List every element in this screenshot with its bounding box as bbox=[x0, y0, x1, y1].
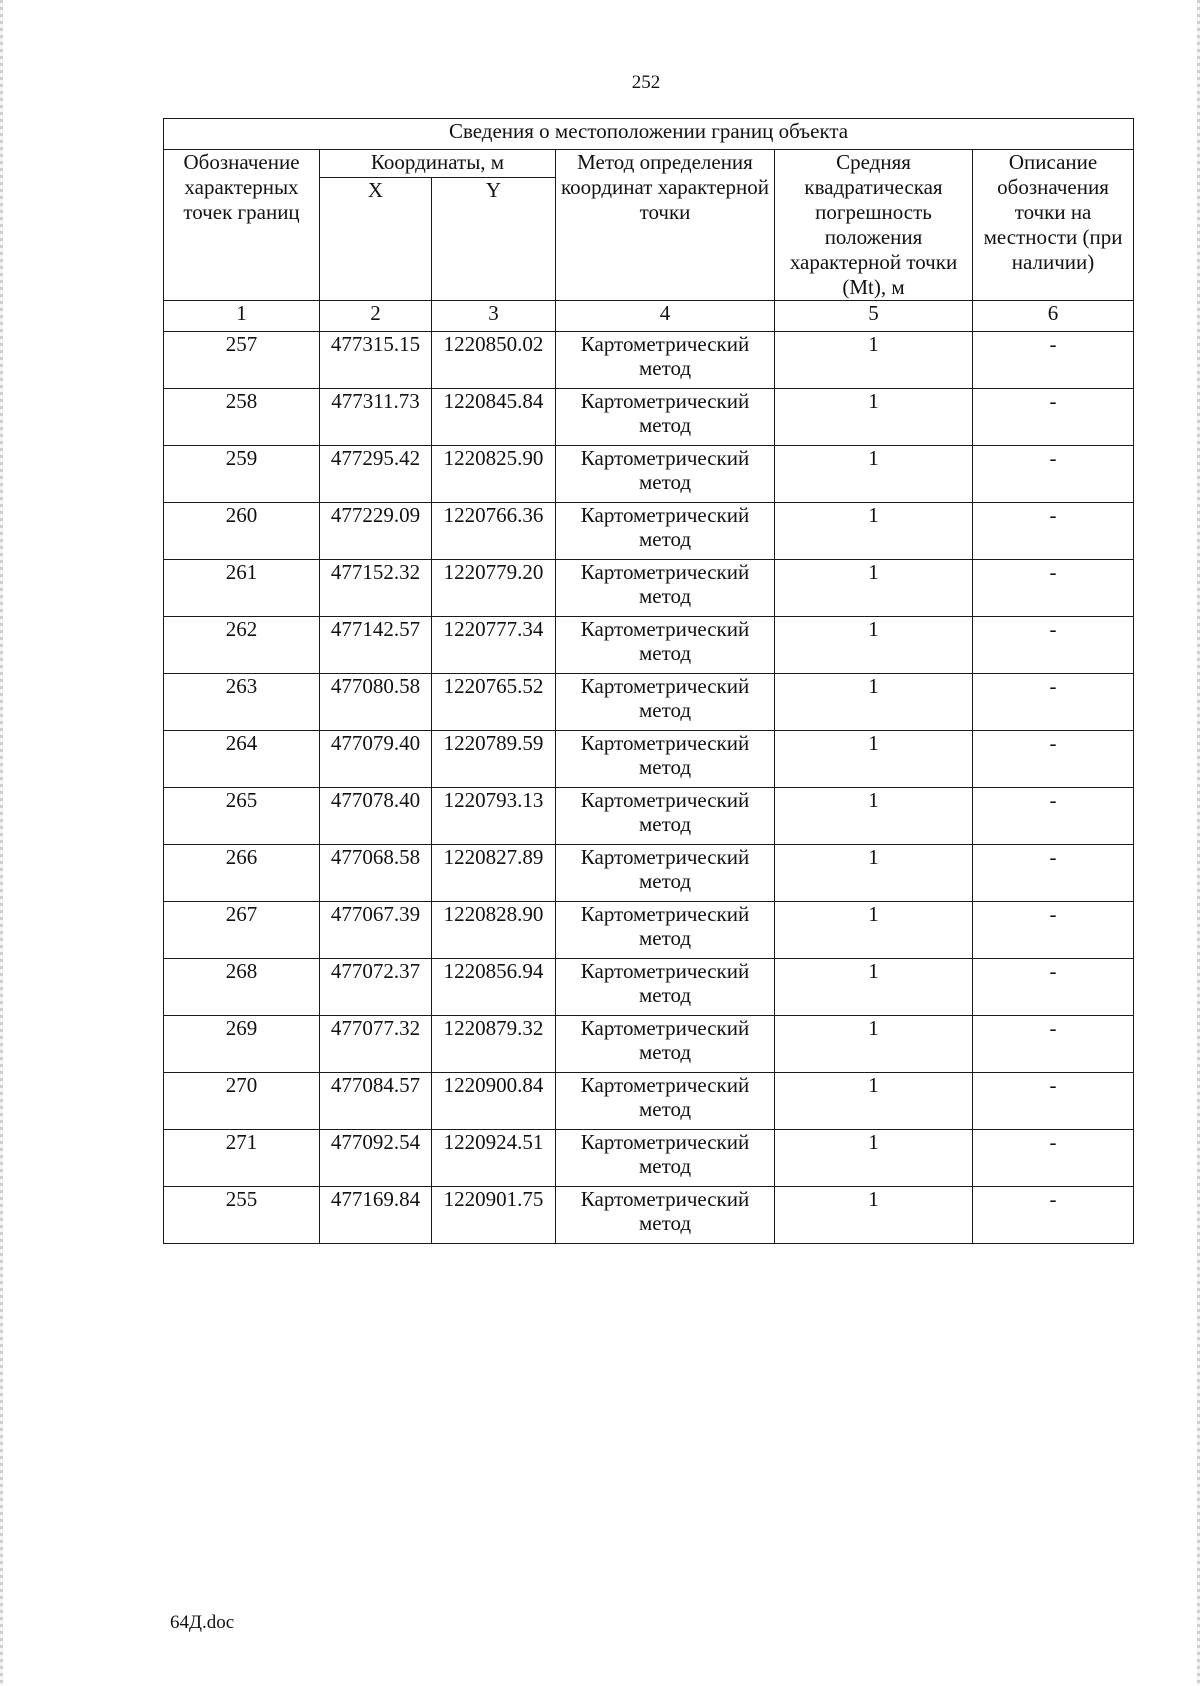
mean-square-error-cell: 1 bbox=[775, 1016, 973, 1073]
table-row bbox=[164, 617, 1134, 674]
coordinate-y-cell: 1220766.36 bbox=[432, 503, 556, 560]
method-cell: Картометрический метод bbox=[556, 1187, 775, 1244]
method-cell: Картометрический метод bbox=[556, 902, 775, 959]
method-cell: Картометрический метод bbox=[556, 446, 775, 503]
method-cell: Картометрический метод bbox=[556, 731, 775, 788]
description-cell: - bbox=[973, 1130, 1134, 1187]
header-y: Y bbox=[432, 178, 556, 301]
point-designation-cell: 270 bbox=[164, 1073, 320, 1130]
method-cell: Картометрический метод bbox=[556, 503, 775, 560]
mean-square-error-cell: 1 bbox=[775, 1073, 973, 1130]
table-row bbox=[164, 1016, 1134, 1073]
table-row bbox=[164, 902, 1134, 959]
table-row bbox=[164, 1187, 1134, 1244]
header-x: X bbox=[320, 178, 432, 301]
method-cell: Картометрический метод bbox=[556, 1130, 775, 1187]
coordinate-y-cell: 1220850.02 bbox=[432, 332, 556, 389]
table-row bbox=[164, 674, 1134, 731]
point-designation-cell: 264 bbox=[164, 731, 320, 788]
method-cell: Картометрический метод bbox=[556, 959, 775, 1016]
point-designation-cell: 269 bbox=[164, 1016, 320, 1073]
mean-square-error-cell: 1 bbox=[775, 902, 973, 959]
mean-square-error-cell: 1 bbox=[775, 446, 973, 503]
coordinate-x-cell: 477295.42 bbox=[320, 446, 432, 503]
description-cell: - bbox=[973, 1073, 1134, 1130]
point-designation-cell: 262 bbox=[164, 617, 320, 674]
table-row bbox=[164, 788, 1134, 845]
boundary-coordinates-table bbox=[163, 118, 1134, 1244]
coordinate-y-cell: 1220825.90 bbox=[432, 446, 556, 503]
header-mean-square-error: Средняя квадратическая погрешность положения характерной точки (Mt), м bbox=[775, 150, 973, 301]
coordinate-x-cell: 477152.32 bbox=[320, 560, 432, 617]
mean-square-error-cell: 1 bbox=[775, 560, 973, 617]
mean-square-error-cell: 1 bbox=[775, 1130, 973, 1187]
description-cell: - bbox=[973, 731, 1134, 788]
coordinate-y-cell: 1220777.34 bbox=[432, 617, 556, 674]
point-designation-cell: 263 bbox=[164, 674, 320, 731]
table-row bbox=[164, 1073, 1134, 1130]
mean-square-error-cell: 1 bbox=[775, 788, 973, 845]
table-body bbox=[164, 332, 1134, 1244]
description-cell: - bbox=[973, 674, 1134, 731]
description-cell: - bbox=[973, 389, 1134, 446]
coordinate-x-cell: 477315.15 bbox=[320, 332, 432, 389]
method-cell: Картометрический метод bbox=[556, 1016, 775, 1073]
coordinate-y-cell: 1220845.84 bbox=[432, 389, 556, 446]
table-row bbox=[164, 731, 1134, 788]
header-coordinates: Координаты, м bbox=[320, 150, 556, 178]
method-cell: Картометрический метод bbox=[556, 389, 775, 446]
description-cell: - bbox=[973, 446, 1134, 503]
coordinate-y-cell: 1220900.84 bbox=[432, 1073, 556, 1130]
coordinate-y-cell: 1220828.90 bbox=[432, 902, 556, 959]
table-row bbox=[164, 446, 1134, 503]
mean-square-error-cell: 1 bbox=[775, 845, 973, 902]
coordinate-x-cell: 477072.37 bbox=[320, 959, 432, 1016]
description-cell: - bbox=[973, 1016, 1134, 1073]
point-designation-cell: 271 bbox=[164, 1130, 320, 1187]
column-number: 3 bbox=[432, 301, 556, 332]
description-cell: - bbox=[973, 902, 1134, 959]
coordinate-y-cell: 1220924.51 bbox=[432, 1130, 556, 1187]
column-number: 2 bbox=[320, 301, 432, 332]
point-designation-cell: 259 bbox=[164, 446, 320, 503]
point-designation-cell: 258 bbox=[164, 389, 320, 446]
point-designation-cell: 255 bbox=[164, 1187, 320, 1244]
coordinate-y-cell: 1220856.94 bbox=[432, 959, 556, 1016]
description-cell: - bbox=[973, 1187, 1134, 1244]
description-cell: - bbox=[973, 503, 1134, 560]
coordinate-y-cell: 1220765.52 bbox=[432, 674, 556, 731]
page-number: 252 bbox=[631, 72, 661, 93]
mean-square-error-cell: 1 bbox=[775, 674, 973, 731]
coordinate-x-cell: 477067.39 bbox=[320, 902, 432, 959]
method-cell: Картометрический метод bbox=[556, 617, 775, 674]
scan-edge-left bbox=[0, 0, 3, 1686]
coordinate-x-cell: 477084.57 bbox=[320, 1073, 432, 1130]
coordinate-y-cell: 1220793.13 bbox=[432, 788, 556, 845]
mean-square-error-cell: 1 bbox=[775, 617, 973, 674]
description-cell: - bbox=[973, 959, 1134, 1016]
point-designation-cell: 257 bbox=[164, 332, 320, 389]
mean-square-error-cell: 1 bbox=[775, 389, 973, 446]
coordinate-x-cell: 477229.09 bbox=[320, 503, 432, 560]
coordinate-x-cell: 477078.40 bbox=[320, 788, 432, 845]
point-designation-cell: 268 bbox=[164, 959, 320, 1016]
description-cell: - bbox=[973, 332, 1134, 389]
coordinate-x-cell: 477311.73 bbox=[320, 389, 432, 446]
table-row bbox=[164, 845, 1134, 902]
column-number: 4 bbox=[556, 301, 775, 332]
coordinate-y-cell: 1220779.20 bbox=[432, 560, 556, 617]
mean-square-error-cell: 1 bbox=[775, 503, 973, 560]
coordinate-x-cell: 477092.54 bbox=[320, 1130, 432, 1187]
point-designation-cell: 261 bbox=[164, 560, 320, 617]
coordinate-x-cell: 477169.84 bbox=[320, 1187, 432, 1244]
footer-filename: 64Д.doc bbox=[170, 1612, 235, 1633]
header-point-designation: Обозначение характерных точек границ bbox=[164, 150, 320, 301]
method-cell: Картометрический метод bbox=[556, 1073, 775, 1130]
table-row bbox=[164, 389, 1134, 446]
table-row bbox=[164, 332, 1134, 389]
point-designation-cell: 266 bbox=[164, 845, 320, 902]
method-cell: Картометрический метод bbox=[556, 560, 775, 617]
column-number: 5 bbox=[775, 301, 973, 332]
coordinate-x-cell: 477079.40 bbox=[320, 731, 432, 788]
method-cell: Картометрический метод bbox=[556, 332, 775, 389]
table-title: Сведения о местоположении границ объекта bbox=[164, 119, 1134, 150]
description-cell: - bbox=[973, 788, 1134, 845]
coordinate-x-cell: 477142.57 bbox=[320, 617, 432, 674]
description-cell: - bbox=[973, 845, 1134, 902]
table-row bbox=[164, 560, 1134, 617]
coordinate-x-cell: 477068.58 bbox=[320, 845, 432, 902]
table-row bbox=[164, 959, 1134, 1016]
mean-square-error-cell: 1 bbox=[775, 731, 973, 788]
column-number: 6 bbox=[973, 301, 1134, 332]
mean-square-error-cell: 1 bbox=[775, 959, 973, 1016]
description-cell: - bbox=[973, 560, 1134, 617]
coordinate-x-cell: 477077.32 bbox=[320, 1016, 432, 1073]
header-description: Описание обозначения точки на местности (при наличии) bbox=[973, 150, 1134, 301]
method-cell: Картометрический метод bbox=[556, 674, 775, 731]
coordinate-y-cell: 1220789.59 bbox=[432, 731, 556, 788]
point-designation-cell: 260 bbox=[164, 503, 320, 560]
description-cell: - bbox=[973, 617, 1134, 674]
column-numbers-row bbox=[164, 301, 1134, 332]
point-designation-cell: 265 bbox=[164, 788, 320, 845]
table-row bbox=[164, 503, 1134, 560]
coordinate-y-cell: 1220879.32 bbox=[432, 1016, 556, 1073]
point-designation-cell: 267 bbox=[164, 902, 320, 959]
coordinate-y-cell: 1220901.75 bbox=[432, 1187, 556, 1244]
mean-square-error-cell: 1 bbox=[775, 332, 973, 389]
header-method: Метод определения координат характерной точки bbox=[556, 150, 775, 301]
method-cell: Картометрический метод bbox=[556, 845, 775, 902]
table-row bbox=[164, 1130, 1134, 1187]
mean-square-error-cell: 1 bbox=[775, 1187, 973, 1244]
method-cell: Картометрический метод bbox=[556, 788, 775, 845]
column-number: 1 bbox=[164, 301, 320, 332]
coordinate-y-cell: 1220827.89 bbox=[432, 845, 556, 902]
coordinate-x-cell: 477080.58 bbox=[320, 674, 432, 731]
